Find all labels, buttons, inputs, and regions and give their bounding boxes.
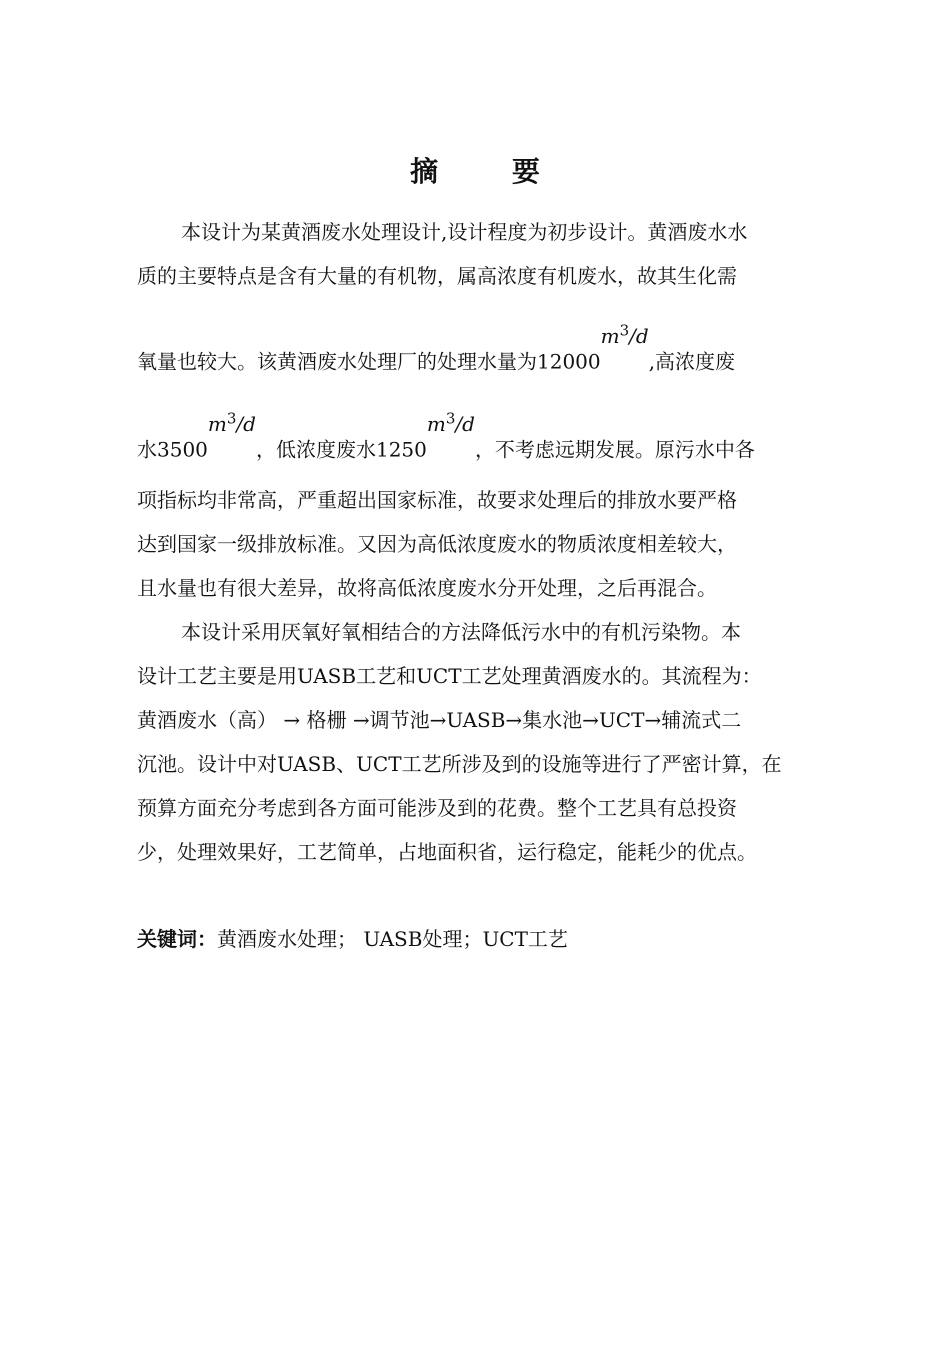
unit-formula: $m^3/d$ — [207, 409, 256, 436]
keywords — [137, 925, 847, 953]
line-text: 氧量也较大。该黄酒废水处理厂的处理水量为12000 — [137, 349, 601, 374]
paragraph-line: 设计工艺主要是用UASB工艺和UCT工艺处理黄酒废水的。其流程为： — [137, 664, 762, 688]
line-text: ，低浓度废水1250 — [255, 437, 427, 462]
paragraph-line: 本设计为某黄酒废水处理设计,设计程度为初步设计。黄酒废水水 — [181, 220, 748, 244]
paragraph-line — [137, 321, 847, 376]
paragraph-line: 且水量也有很大差异，故将高低浓度废水分开处理，之后再混合。 — [137, 576, 717, 600]
paragraph-line: 本设计采用厌氧好氧相结合的方法降低污水中的有机污染物。本 — [181, 620, 741, 644]
paragraph-line: 预算方面充分考虑到各方面可能涉及到的花费。整个工艺具有总投资 — [137, 796, 737, 820]
paragraph-line: 沉池。设计中对UASB、UCT工艺所涉及到的设施等进行了严密计算，在 — [137, 752, 782, 776]
paragraph-line: 项指标均非常高，严重超出国家标准，故要求处理后的排放水要严格 — [137, 488, 737, 512]
line-text: ，不考虑远期发展。原污水中各 — [474, 437, 755, 462]
keywords-label: 关键词： — [137, 927, 217, 951]
abstract-title: 摘 要 — [410, 155, 572, 188]
paragraph-line: 质的主要特点是含有大量的有机物，属高浓度有机废水，故其生化需 — [137, 264, 737, 288]
unit-formula: $m^3/d$ — [600, 321, 649, 348]
paragraph-line: 少，处理效果好，工艺简单，占地面积省，运行稳定，能耗少的优点。 — [137, 840, 757, 864]
line-text: ,高浓度废 — [648, 349, 736, 374]
keywords-text: 黄酒废水处理； UASB处理；UCT工艺 — [217, 927, 568, 951]
paragraph-line — [137, 409, 847, 464]
paragraph-line: 达到国家一级排放标准。又因为高低浓度废水的物质浓度相差较大， — [137, 532, 737, 556]
paragraph-line: 黄酒废水（高） → 格栅 →调节池→UASB→集水池→UCT→辅流式二 — [137, 708, 742, 732]
line-text: 水3500 — [137, 437, 208, 462]
unit-formula: $m^3/d$ — [426, 409, 475, 436]
